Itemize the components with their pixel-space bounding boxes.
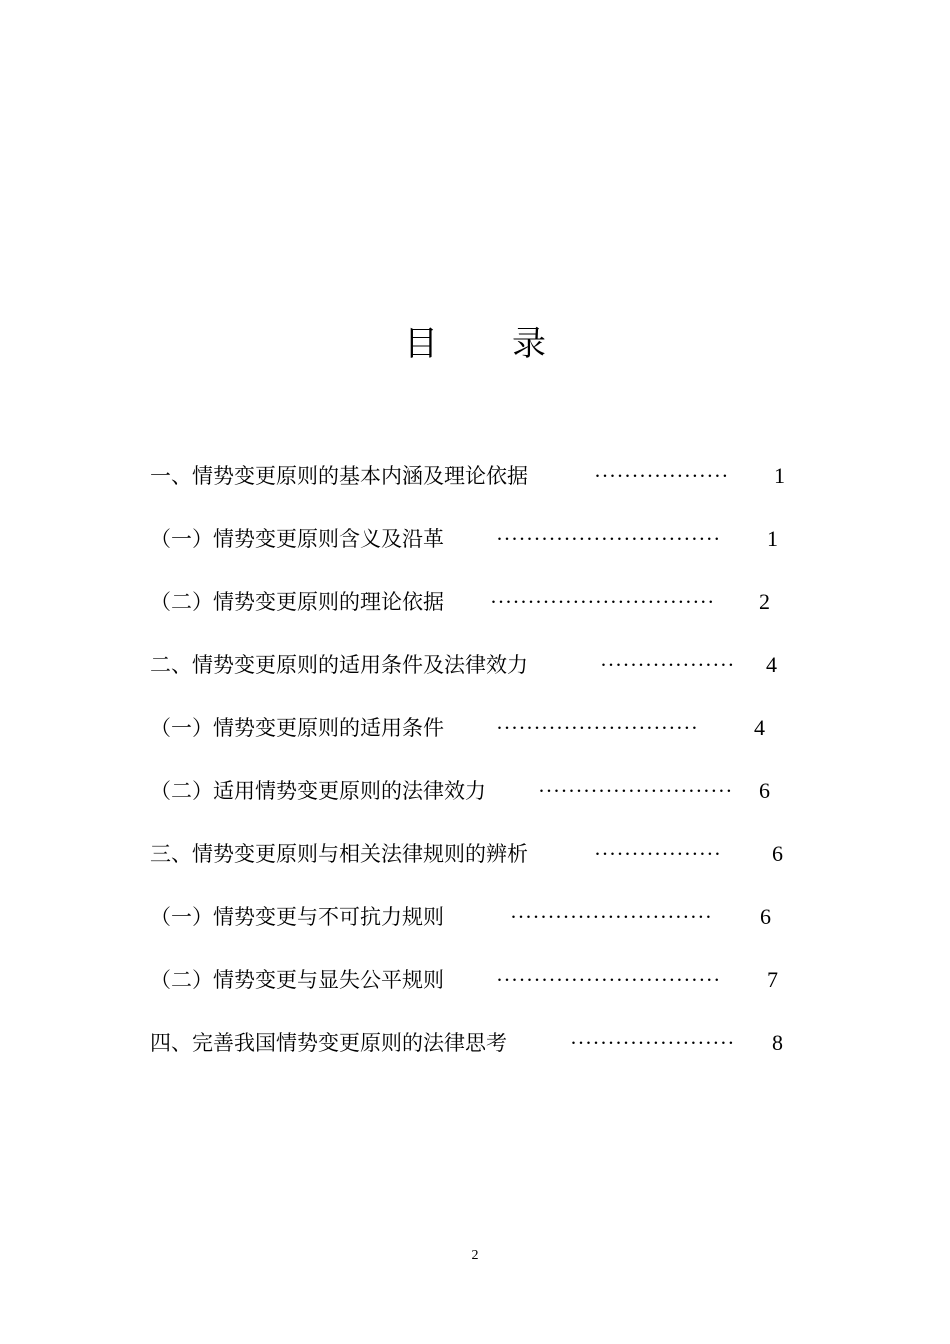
toc-entry-label: （一）情势变更与不可抗力规则: [150, 905, 444, 929]
page-number: 2: [471, 1248, 479, 1263]
toc-entry-5[interactable]: [150, 713, 765, 743]
toc-entry-9[interactable]: [150, 965, 778, 995]
toc-page-number: 4: [754, 715, 765, 740]
toc-leader-dots: ······························: [496, 527, 721, 551]
toc-entry-label: （一）情势变更原则含义及沿革: [150, 527, 444, 551]
toc-page-number: 6: [760, 904, 771, 929]
toc-page-number: 1: [774, 463, 785, 488]
toc-entry-7[interactable]: [150, 839, 783, 869]
toc-page-number: 7: [767, 967, 778, 992]
toc-leader-dots: ···························: [510, 905, 713, 929]
toc-leader-dots: ··················: [600, 653, 735, 677]
toc-leader-dots: ······················: [570, 1031, 735, 1055]
toc-leader-dots: ··························: [538, 779, 733, 803]
toc-leader-dots: ·················: [594, 842, 722, 866]
toc-entry-label: （二）适用情势变更原则的法律效力: [150, 779, 486, 803]
toc-entry-label: 一、情势变更原则的基本内涵及理论依据: [150, 464, 528, 488]
toc-page-number: 1: [767, 526, 778, 551]
toc-entry-10[interactable]: [150, 1028, 783, 1058]
toc-entry-4[interactable]: [150, 650, 777, 680]
toc-leader-dots: ··················: [594, 464, 729, 488]
toc-leader-dots: ······························: [490, 590, 715, 614]
toc-page-number: 4: [766, 652, 777, 677]
toc-entry-1[interactable]: [150, 461, 785, 491]
toc-entry-label: （二）情势变更原则的理论依据: [150, 590, 444, 614]
toc-entry-6[interactable]: [150, 776, 770, 806]
toc-entry-3[interactable]: [150, 587, 770, 617]
toc-entry-label: 二、情势变更原则的适用条件及法律效力: [150, 653, 528, 677]
toc-entry-2[interactable]: [150, 524, 778, 554]
toc-leader-dots: ······························: [496, 968, 721, 992]
toc-page-number: 6: [772, 841, 783, 866]
page-title-char-1: 目: [404, 324, 438, 364]
toc-page-number: 8: [772, 1030, 783, 1055]
toc-entry-label: （一）情势变更原则的适用条件: [150, 716, 444, 740]
toc-page-number: 6: [759, 778, 770, 803]
page-title-char-2: 录: [512, 324, 546, 364]
page-title: [0, 322, 950, 366]
toc-entry-label: 三、情势变更原则与相关法律规则的辨析: [150, 842, 528, 866]
toc-page-number: 2: [759, 589, 770, 614]
toc-entry-label: 四、完善我国情势变更原则的法律思考: [150, 1031, 507, 1055]
toc-leader-dots: ···························: [496, 716, 699, 740]
toc-entry-label: （二）情势变更与显失公平规则: [150, 968, 444, 992]
toc-entry-8[interactable]: [150, 902, 771, 932]
